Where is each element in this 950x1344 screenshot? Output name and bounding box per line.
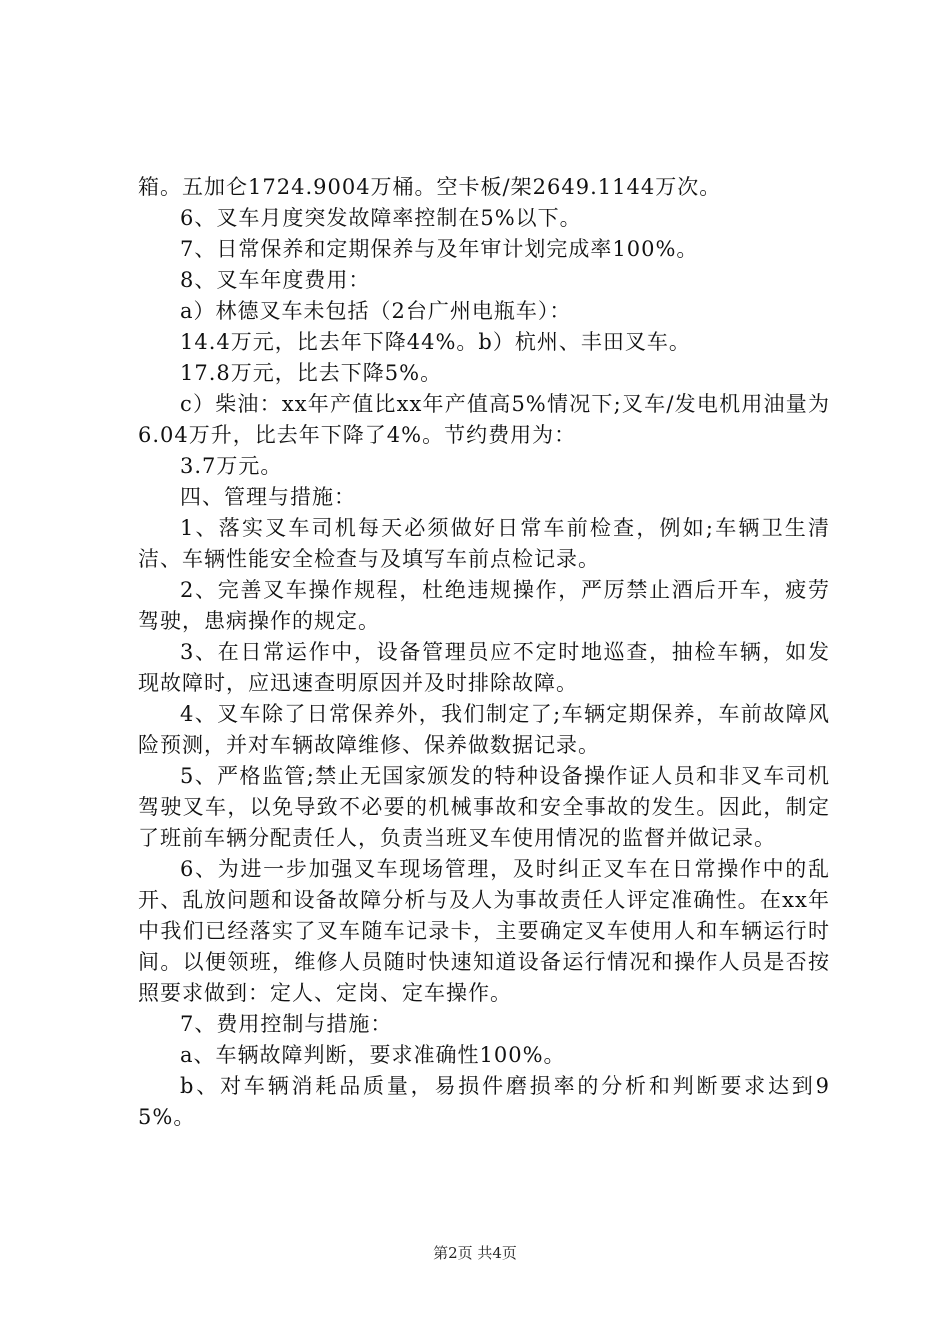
paragraph: 3.7万元。 — [180, 454, 283, 478]
paragraph: 6、为进一步加强叉车现场管理，及时纠正叉车在日常操作中的乱开、乱放问题和设备故障分析与及人为事故责任人评定准确性。在xx年中我们已经落实了叉车随车记录卡，主要确定叉车使用人和车辆运行时间。以便领班，维修人员随时快速知道设备运行情况和操作人员是否按照要求做到：定人、定岗、定车操作。 — [138, 857, 830, 1005]
paragraph: 14.4万元，比去年下降44%。b）杭州、丰田叉车。 — [180, 330, 691, 354]
paragraph: 7、费用控制与措施： — [180, 1012, 393, 1036]
paragraph: 6、叉车月度突发故障率控制在5%以下。 — [180, 206, 582, 230]
paragraph: 2、完善叉车操作规程，杜绝违规操作，严厉禁止酒后开车，疲劳驾驶，患病操作的规定。 — [138, 578, 830, 633]
paragraph: 箱。五加仑1724.9004万桶。空卡板/架2649.1144万次。 — [138, 175, 722, 199]
paragraph: 5、严格监管;禁止无国家颁发的特种设备操作证人员和非叉车司机驾驶叉车，以免导致不必要的机械事故和安全事故的发生。因此，制定了班前车辆分配责任人，负责当班叉车使用情况的监督并做记录。 — [138, 764, 830, 850]
paragraph: 1、落实叉车司机每天必须做好日常车前检查，例如;车辆卫生清洁、车辆性能安全检查与及填写车前点检记录。 — [138, 516, 830, 571]
paragraph: b、对车辆消耗品质量，易损件磨损率的分析和判断要求达到95%。 — [138, 1074, 830, 1129]
paragraph: 3、在日常运作中，设备管理员应不定时地巡查，抽检车辆，如发现故障时，应迅速查明原因并及时排除故障。 — [138, 640, 830, 695]
paragraph: a）林德叉车未包括（2台广州电瓶车）： — [180, 299, 572, 323]
paragraph: c）柴油：xx年产值比xx年产值高5%情况下;叉车/发电机用油量为6.04万升，比去年下降了4%。节约费用为： — [138, 392, 830, 447]
paragraph: a、车辆故障判断，要求准确性100%。 — [180, 1043, 566, 1067]
page-footer — [0, 1243, 950, 1263]
paragraph: 17.8万元，比去下降5%。 — [180, 361, 443, 385]
document-body — [138, 172, 830, 1133]
paragraph: 8、叉车年度费用： — [180, 268, 371, 292]
paragraph: 4、叉车除了日常保养外，我们制定了;车辆定期保养，车前故障风险预测，并对车辆故障维修、保养做数据记录。 — [138, 702, 830, 757]
page-number-label: 第2页 共4页 — [433, 1244, 517, 1262]
section-heading: 四、管理与措施： — [180, 485, 356, 509]
paragraph: 7、日常保养和定期保养与及年审计划完成率100%。 — [180, 237, 699, 261]
